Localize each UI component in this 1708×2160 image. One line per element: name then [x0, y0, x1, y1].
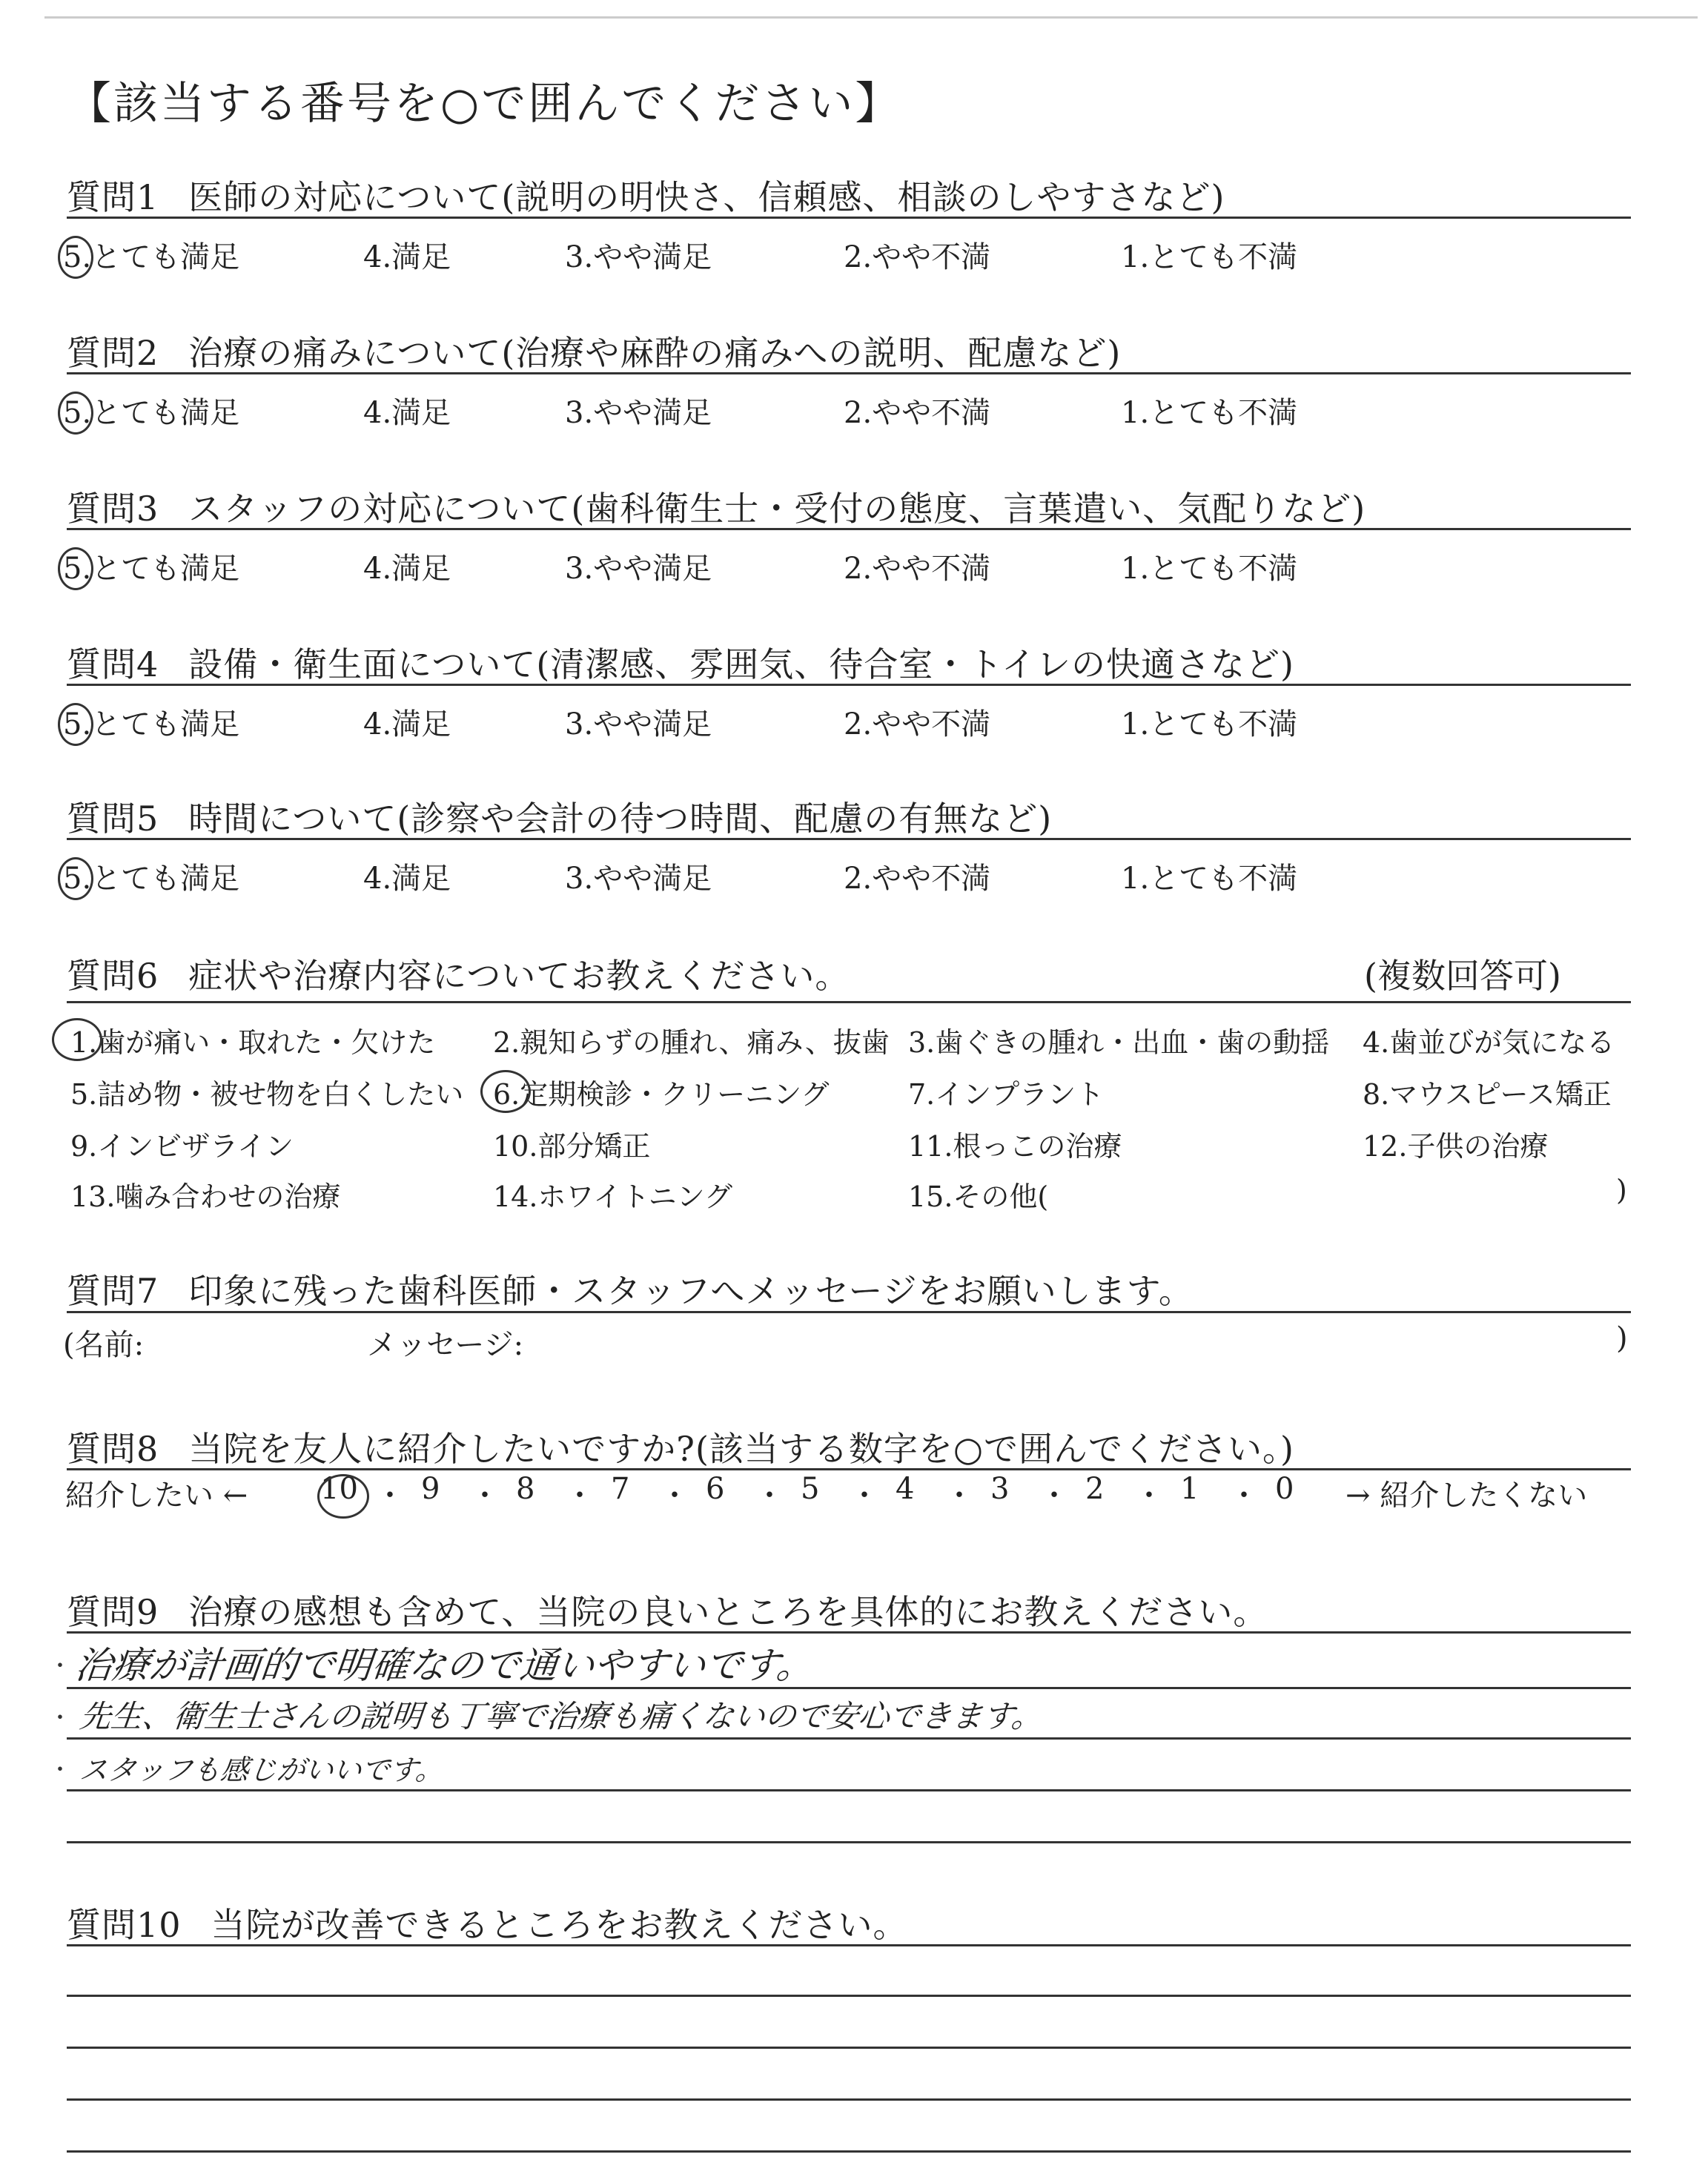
closing-paren: ) — [1616, 1321, 1628, 1355]
q10-line — [67, 2150, 1631, 2153]
answer-bullet: ・ — [49, 1757, 71, 1783]
q9-rule — [67, 1631, 1631, 1634]
handwritten-answer-3: スタッフも感じがいいです。 — [78, 1754, 446, 1786]
scale-value[interactable]: 0 — [1275, 1472, 1294, 1506]
rating-option[interactable]: 2.やや不満 — [844, 707, 991, 742]
question-text: スタッフの対応について(歯科衛生士・受付の態度、言葉遣い、気配りなど) — [188, 489, 1366, 529]
q4-title — [67, 638, 1294, 687]
q6-option[interactable]: 9.インビザライン — [70, 1130, 294, 1163]
q6-title — [67, 949, 850, 998]
q6-option[interactable]: 5.詰め物・被せ物を白くしたい — [70, 1078, 464, 1111]
rating-option[interactable]: 5.とても満足 — [63, 396, 240, 430]
scale-value[interactable]: 4 — [896, 1472, 915, 1506]
scale-value[interactable]: 5 — [801, 1472, 820, 1506]
handwritten-answer-2: 先生、衛生士さんの説明も丁寧で治療も痛くないので安心できます。 — [78, 1698, 1045, 1734]
question-text: 症状や治療内容についてお教えください。 — [188, 956, 850, 996]
q6-option[interactable]: 10.部分矯正 — [493, 1130, 651, 1163]
q9-line — [67, 1841, 1631, 1843]
q10-line — [67, 2098, 1631, 2101]
rating-option[interactable]: 1.とても不満 — [1121, 707, 1298, 742]
q6-option[interactable]: 14.ホワイトニング — [493, 1180, 733, 1213]
rating-option[interactable]: 2.やや不満 — [844, 396, 991, 430]
handwritten-answer-1: 治療が計画的で明確なので通いやすいです。 — [73, 1644, 816, 1687]
question-text: 当院が改善できるところをお教えください。 — [211, 1905, 908, 1945]
scale-separator: ・ — [565, 1479, 595, 1513]
answer-circle-q6-6 — [480, 1070, 531, 1113]
q10-rule — [67, 1944, 1631, 1946]
rating-option[interactable]: 3.やや満足 — [565, 862, 712, 896]
answer-circle-q6-1 — [52, 1018, 102, 1061]
q6-option[interactable]: 13.噛み合わせの治療 — [70, 1180, 341, 1213]
question-number: 質問10 — [67, 1905, 182, 1945]
scale-value[interactable]: 1 — [1180, 1472, 1199, 1506]
q10-line — [67, 2047, 1631, 2049]
rating-option[interactable]: 3.やや満足 — [565, 707, 712, 742]
q2-title — [67, 326, 1121, 375]
rating-option[interactable]: 4.満足 — [363, 240, 451, 274]
multiple-answer-note: (複数回答可) — [1364, 956, 1561, 996]
rating-option[interactable]: 1.とても不満 — [1121, 240, 1298, 274]
q4-rule — [67, 684, 1631, 686]
question-number: 質問2 — [67, 333, 159, 373]
question-number: 質問4 — [67, 644, 159, 684]
rating-option[interactable]: 2.やや不満 — [844, 862, 991, 896]
q7-title — [67, 1264, 1194, 1313]
scale-separator: ・ — [944, 1479, 974, 1513]
rating-option[interactable]: 4.満足 — [363, 552, 451, 586]
rating-option[interactable]: 2.やや不満 — [844, 240, 991, 274]
q8-title — [67, 1422, 1294, 1471]
question-number: 質問7 — [67, 1271, 159, 1311]
question-text: 医師の対応について(説明の明快さ、信頼感、相談のしやすさなど) — [188, 177, 1225, 217]
scale-separator: ・ — [660, 1479, 689, 1513]
scale-value[interactable]: 10 — [320, 1472, 358, 1506]
answer-circle-q8 — [317, 1474, 369, 1519]
q5-rule — [67, 838, 1631, 840]
q6-option[interactable]: 12.子供の治療 — [1363, 1130, 1549, 1163]
q6-option[interactable]: 11.根っこの治療 — [908, 1130, 1122, 1163]
question-text: 印象に残った歯科医師・スタッフへメッセージをお願いします。 — [188, 1271, 1194, 1311]
q5-title — [67, 792, 1052, 841]
q6-option[interactable]: 7.インプラント — [908, 1078, 1105, 1111]
scale-separator: ・ — [1039, 1479, 1069, 1513]
rating-option[interactable]: 3.やや満足 — [565, 396, 712, 430]
scale-separator: ・ — [470, 1479, 500, 1513]
question-text: 時間について(診察や会計の待つ時間、配慮の有無など) — [188, 799, 1053, 839]
q9-title — [67, 1585, 1268, 1634]
answer-bullet: ・ — [49, 1705, 71, 1731]
top-edge-line — [44, 16, 1698, 19]
scale-value[interactable]: 7 — [611, 1472, 630, 1506]
question-number: 質問5 — [67, 799, 159, 839]
q10-line — [67, 1995, 1631, 1997]
recommend-left-label: 紹介したい ← — [65, 1479, 248, 1513]
q10-title — [67, 1898, 908, 1947]
q6-option[interactable]: 3.歯ぐきの腫れ・出血・歯の動揺 — [908, 1026, 1330, 1059]
question-number: 質問9 — [67, 1592, 159, 1632]
name-label: (名前: — [63, 1328, 145, 1362]
scale-separator: ・ — [850, 1479, 879, 1513]
rating-option[interactable]: 1.とても不満 — [1121, 862, 1298, 896]
scale-value[interactable]: 2 — [1085, 1472, 1105, 1506]
q6-closing-paren: ) — [1616, 1174, 1627, 1206]
scale-value[interactable]: 6 — [706, 1472, 725, 1506]
question-text: 設備・衛生面について(清潔感、雰囲気、待合室・トイレの快適さなど) — [188, 644, 1294, 684]
q6-option[interactable]: 4.歯並びが気になる — [1363, 1026, 1615, 1059]
question-number: 質問3 — [67, 489, 159, 529]
answer-circle-q1 — [58, 236, 93, 279]
rating-option[interactable]: 4.満足 — [363, 396, 451, 430]
message-label: メッセージ: — [367, 1328, 524, 1362]
scale-separator: ・ — [1134, 1479, 1164, 1513]
q1-rule — [67, 217, 1631, 219]
q6-option[interactable]: 8.マウスピース矯正 — [1363, 1078, 1612, 1111]
rating-option[interactable]: 5.とても満足 — [63, 552, 240, 586]
rating-option[interactable]: 3.やや満足 — [565, 552, 712, 586]
q6-option[interactable]: 1.歯が痛い・取れた・欠けた — [70, 1026, 436, 1059]
question-number: 質問8 — [67, 1429, 159, 1469]
question-number: 質問1 — [67, 177, 159, 217]
recommend-right-label: → 紹介したくない — [1345, 1479, 1588, 1513]
rating-option[interactable]: 5.とても満足 — [63, 240, 240, 274]
q6-option[interactable]: 2.親知らずの腫れ、痛み、抜歯 — [493, 1026, 890, 1059]
q3-rule — [67, 528, 1631, 530]
rating-option[interactable]: 4.満足 — [363, 862, 451, 896]
answer-circle-q5 — [58, 857, 93, 900]
rating-option[interactable]: 5.とても満足 — [63, 707, 240, 742]
rating-option[interactable]: 5.とても満足 — [63, 862, 240, 896]
scale-separator: ・ — [755, 1479, 784, 1513]
rating-option[interactable]: 3.やや満足 — [565, 240, 712, 274]
q8-rule — [67, 1468, 1631, 1470]
question-text: 当院を友人に紹介したいですか?(該当する数字を○で囲んでください。) — [188, 1429, 1294, 1469]
q6-option[interactable]: 6.定期検診・クリーニング — [493, 1078, 830, 1111]
q6-rule — [67, 1001, 1631, 1003]
answer-circle-q3 — [58, 547, 93, 590]
q7-rule — [67, 1311, 1631, 1313]
scale-value[interactable]: 8 — [516, 1472, 535, 1506]
q9-line — [67, 1737, 1631, 1740]
scale-value[interactable]: 3 — [990, 1472, 1010, 1506]
rating-option[interactable]: 1.とても不満 — [1121, 396, 1298, 430]
q1-title — [67, 171, 1225, 219]
question-text: 治療の感想も含めて、当院の良いところを具体的にお教えください。 — [188, 1592, 1268, 1632]
q9-line — [67, 1789, 1631, 1791]
rating-option[interactable]: 4.満足 — [363, 707, 451, 742]
question-number: 質問6 — [67, 956, 159, 996]
question-text: 治療の痛みについて(治療や麻酔の痛みへの説明、配慮など) — [188, 333, 1122, 373]
form-heading: 【該当する番号を○で囲んでください】 — [67, 78, 902, 130]
scale-value[interactable]: 9 — [421, 1472, 440, 1506]
scale-separator: ・ — [1229, 1479, 1259, 1513]
q2-rule — [67, 372, 1631, 374]
rating-option[interactable]: 1.とても不満 — [1121, 552, 1298, 586]
answer-circle-q2 — [58, 392, 93, 435]
q6-option[interactable]: 15.その他( — [908, 1180, 1049, 1213]
q3-title — [67, 482, 1366, 531]
answer-bullet: ・ — [49, 1654, 71, 1680]
rating-option[interactable]: 2.やや不満 — [844, 552, 991, 586]
scale-separator: ・ — [375, 1479, 405, 1513]
answer-circle-q4 — [58, 703, 93, 746]
